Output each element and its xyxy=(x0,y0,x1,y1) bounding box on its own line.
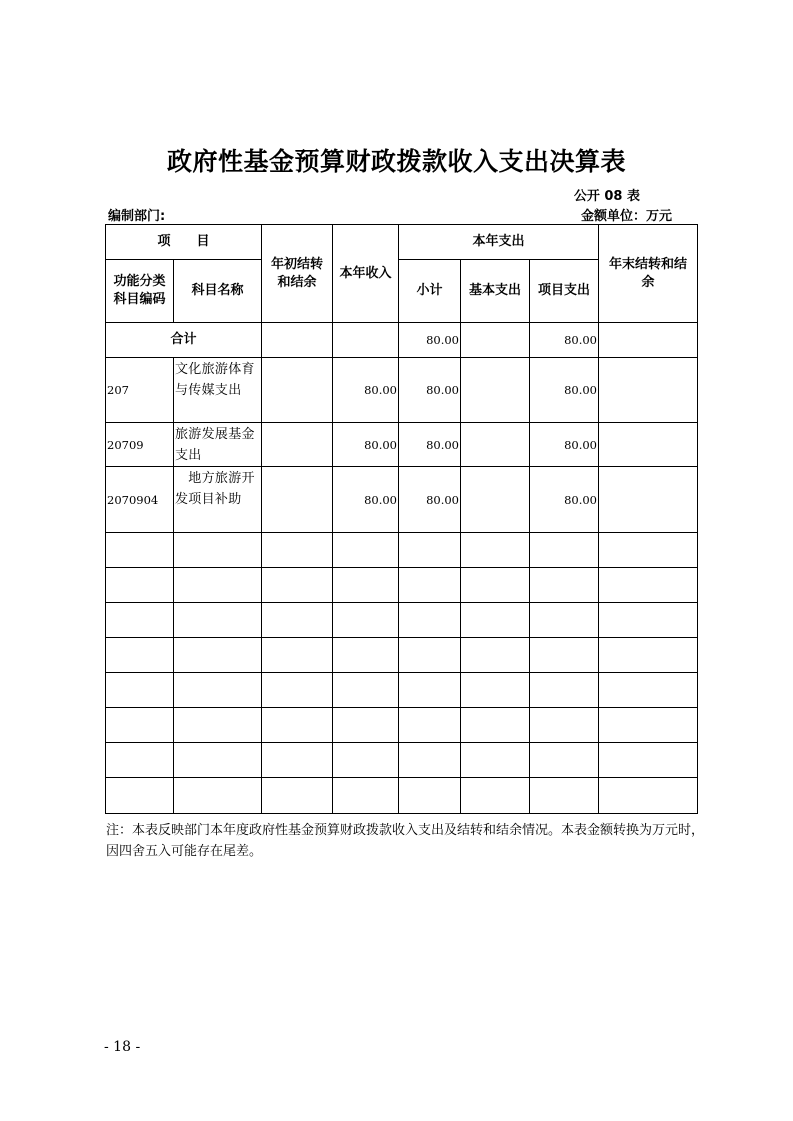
table-row xyxy=(106,467,698,533)
empty-row xyxy=(106,638,698,673)
empty-cell xyxy=(333,708,399,743)
empty-cell xyxy=(530,708,599,743)
empty-cell xyxy=(106,603,174,638)
header-income: 本年收入 xyxy=(333,225,399,323)
row-code: 20709 xyxy=(106,423,174,467)
header-func-code: 功能分类科目编码 xyxy=(106,260,174,323)
total-label: 合计 xyxy=(106,323,262,358)
empty-cell xyxy=(174,568,262,603)
row-basic xyxy=(461,358,530,423)
row-begin xyxy=(262,358,333,423)
empty-cell xyxy=(461,533,530,568)
empty-cell xyxy=(530,778,599,814)
empty-cell xyxy=(106,778,174,814)
header-item: 项 目 xyxy=(106,225,262,260)
department-label: 编制部门: xyxy=(108,209,166,224)
empty-cell xyxy=(262,568,333,603)
empty-cell xyxy=(106,533,174,568)
empty-cell xyxy=(174,533,262,568)
row-income: 80.00 xyxy=(333,358,399,423)
budget-table xyxy=(105,224,698,814)
empty-cell xyxy=(262,743,333,778)
row-basic xyxy=(461,423,530,467)
empty-cell xyxy=(599,743,698,778)
empty-cell xyxy=(333,638,399,673)
total-subtotal: 80.00 xyxy=(399,323,461,358)
page-title: 政府性基金预算财政拨款收入支出决算表 xyxy=(166,147,626,176)
total-row xyxy=(106,323,698,358)
empty-cell xyxy=(262,673,333,708)
header-project: 项目支出 xyxy=(530,260,599,323)
empty-cell xyxy=(262,603,333,638)
empty-cell xyxy=(461,778,530,814)
empty-cell xyxy=(399,638,461,673)
empty-cell xyxy=(530,638,599,673)
empty-cell xyxy=(174,743,262,778)
empty-cell xyxy=(399,603,461,638)
empty-cell xyxy=(174,673,262,708)
empty-cell xyxy=(461,673,530,708)
empty-cell xyxy=(174,638,262,673)
empty-row xyxy=(106,568,698,603)
row-subtotal: 80.00 xyxy=(399,423,461,467)
empty-cell xyxy=(530,603,599,638)
empty-cell xyxy=(333,533,399,568)
empty-row xyxy=(106,603,698,638)
row-code: 2070904 xyxy=(106,467,174,533)
total-project: 80.00 xyxy=(530,323,599,358)
empty-cell xyxy=(599,778,698,814)
empty-cell xyxy=(599,708,698,743)
empty-cell xyxy=(174,603,262,638)
empty-cell xyxy=(262,533,333,568)
empty-cell xyxy=(599,603,698,638)
total-basic xyxy=(461,323,530,358)
total-income xyxy=(333,323,399,358)
empty-cell xyxy=(530,673,599,708)
empty-cell xyxy=(333,603,399,638)
empty-cell xyxy=(599,673,698,708)
empty-cell xyxy=(530,568,599,603)
empty-row xyxy=(106,533,698,568)
empty-cell xyxy=(461,743,530,778)
row-name: 地方旅游开发项目补助 xyxy=(174,467,262,533)
total-end xyxy=(599,323,698,358)
row-code: 207 xyxy=(106,358,174,423)
empty-cell xyxy=(530,743,599,778)
empty-row xyxy=(106,778,698,814)
header-begin-balance: 年初结转和结余 xyxy=(262,225,333,323)
empty-cell xyxy=(599,568,698,603)
total-begin xyxy=(262,323,333,358)
table-row xyxy=(106,423,698,467)
header-subject-name: 科目名称 xyxy=(174,260,262,323)
empty-cell xyxy=(174,708,262,743)
empty-cell xyxy=(461,708,530,743)
row-income: 80.00 xyxy=(333,423,399,467)
header-expense: 本年支出 xyxy=(399,225,599,260)
row-end xyxy=(599,467,698,533)
empty-cell xyxy=(530,533,599,568)
row-project: 80.00 xyxy=(530,467,599,533)
row-subtotal: 80.00 xyxy=(399,358,461,423)
empty-cell xyxy=(262,638,333,673)
unit-label: 金额单位：万元 xyxy=(580,209,672,224)
empty-row xyxy=(106,743,698,778)
row-subtotal: 80.00 xyxy=(399,467,461,533)
empty-cell xyxy=(106,638,174,673)
empty-cell xyxy=(399,743,461,778)
row-project: 80.00 xyxy=(530,423,599,467)
empty-cell xyxy=(461,568,530,603)
row-end xyxy=(599,358,698,423)
empty-cell xyxy=(333,568,399,603)
row-begin xyxy=(262,423,333,467)
header-subtotal: 小计 xyxy=(399,260,461,323)
empty-cell xyxy=(262,778,333,814)
empty-cell xyxy=(333,743,399,778)
row-name: 文化旅游体育与传媒支出 xyxy=(174,358,262,423)
empty-cell xyxy=(461,638,530,673)
empty-row xyxy=(106,708,698,743)
row-begin xyxy=(262,467,333,533)
table-note: 注：本表反映部门本年度政府性基金预算财政拨款收入支出及结转和结余情况。本表金额转换为万元时，因四舍五入可能存在尾差。 xyxy=(106,823,705,859)
empty-cell xyxy=(333,778,399,814)
empty-cell xyxy=(599,533,698,568)
empty-cell xyxy=(461,603,530,638)
empty-cell xyxy=(333,673,399,708)
empty-cell xyxy=(106,743,174,778)
empty-cell xyxy=(106,708,174,743)
empty-cell xyxy=(399,708,461,743)
empty-cell xyxy=(399,673,461,708)
row-income: 80.00 xyxy=(333,467,399,533)
empty-cell xyxy=(262,708,333,743)
empty-cell xyxy=(174,778,262,814)
header-basic: 基本支出 xyxy=(461,260,530,323)
empty-cell xyxy=(399,778,461,814)
table-number: 公开 08 表 xyxy=(573,189,640,204)
page-number: - 18 - xyxy=(104,1039,141,1055)
empty-cell xyxy=(106,673,174,708)
empty-row xyxy=(106,673,698,708)
empty-cell xyxy=(599,638,698,673)
table-row xyxy=(106,358,698,423)
row-project: 80.00 xyxy=(530,358,599,423)
header-end-balance: 年末结转和结余 xyxy=(599,225,698,323)
empty-cell xyxy=(399,533,461,568)
empty-cell xyxy=(399,568,461,603)
row-end xyxy=(599,423,698,467)
row-name: 旅游发展基金支出 xyxy=(174,423,262,467)
empty-cell xyxy=(106,568,174,603)
row-basic xyxy=(461,467,530,533)
